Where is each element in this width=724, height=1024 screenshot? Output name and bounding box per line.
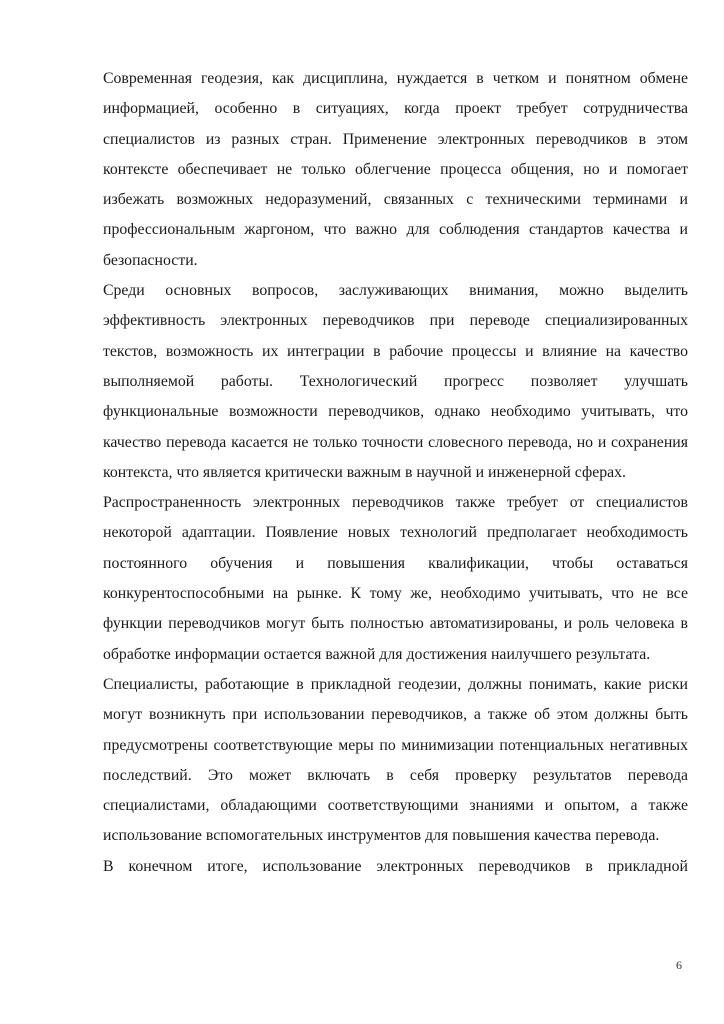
page-number: 6 (676, 958, 682, 972)
paragraph-4: Специалисты, работающие в прикладной геодезии, должны понимать, какие риски могут возникнуть при использовании переводчиков, а также об этом должны быть предусмотрены соответствующие меры по минимизации потенциальных негативных последствий. Это может включать в себя проверку результатов перевода специалистами, обладающими соответствующими знаниями и опытом, а также использование вспомогательных инструментов для повышения качества перевода. (103, 675, 688, 845)
paragraph-5: В конечном итоге, использование электронных переводчиков в прикладной (103, 857, 688, 875)
paragraph-1: Современная геодезия, как дисциплина, нуждается в четком и понятном обмене информацией, особенно в ситуациях, когда проект требует сотрудничества специалистов из разных стран. Применение электронных переводчиков в этом контексте обеспечивает не только облегчение процесса общения, но и помогает избежать возможных недоразумений, связанных с техническими терминами и профессиональным жаргоном, что важно для соблюдения стандартов качества и безопасности. (103, 70, 688, 269)
body-text (103, 64, 688, 882)
paragraph-2: Среди основных вопросов, заслуживающих внимания, можно выделить эффективность электронных переводчиков при переводе специализированных текстов, возможность их интеграции в рабочие процессы и влияние на качество выполняемой работы. Технологический прогресс позволяет улучшать функциональные возможности переводчиков, однако необходимо учитывать, что качество перевода касается не только точности словесного перевода, но и сохранения контекста, что является критически важным в научной и инженерной сферах. (103, 282, 688, 481)
paragraph-3: Распространенность электронных переводчиков также требует от специалистов некоторой адаптации. Появление новых технологий предполагает необходимость постоянного обучения и повышения квалификации, чтобы оставаться конкурентоспособными на рынке. К тому же, необходимо учитывать, что не все функции переводчиков могут быть полностью автоматизированы, и роль человека в обработке информации остается важной для достижения наилучшего результата. (103, 494, 688, 663)
